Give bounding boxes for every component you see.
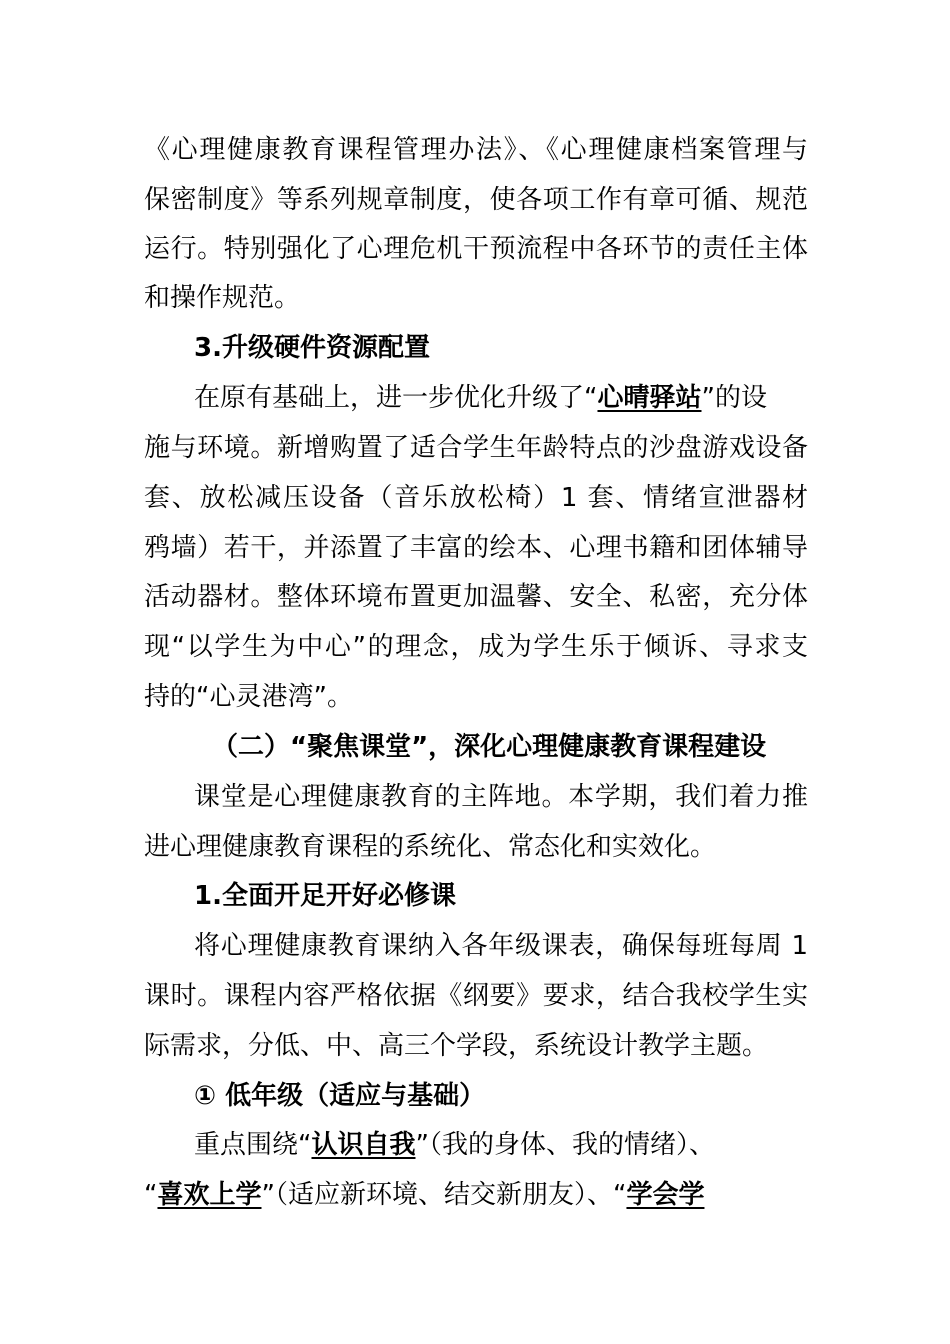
paragraph-line: 进心理健康教育课程的系统化、常态化和实效化。 <box>144 832 717 862</box>
paragraph-line: 和操作规范。 <box>144 283 301 313</box>
paragraph-line: 课时。课程内容严格依据《纲要》要求，结合我校学生实 <box>144 981 808 1011</box>
paragraph-line: 施与环境。新增购置了适合学生年龄特点的沙盘游戏设备 <box>144 433 808 463</box>
paragraph-line: 保密制度》等系列规章制度，使各项工作有章可循、规范 <box>144 185 808 215</box>
text-run: 重点围绕“ <box>194 1130 312 1160</box>
paragraph-line <box>194 383 808 413</box>
text-run: 在原有基础上，进一步优化升级了“ <box>194 383 598 413</box>
emphasis-text: 心晴驿站 <box>597 383 702 413</box>
section-heading: 1.全面开足开好必修课 <box>194 881 456 911</box>
paragraph-line: 课堂是心理健康教育的主阵地。本学期，我们着力推 <box>194 782 808 812</box>
paragraph-line: 鸦墙）若干，并添置了丰富的绘本、心理书籍和团体辅导 <box>144 533 808 563</box>
paragraph-line: 运行。特别强化了心理危机干预流程中各环节的责任主体 <box>144 234 808 264</box>
section-heading: ① 低年级（适应与基础） <box>194 1081 486 1111</box>
paragraph-line: 《心理健康教育课程管理办法》、《心理健康档案管理与 <box>144 135 808 165</box>
text-run: “ <box>144 1180 158 1210</box>
paragraph-line: 套、放松减压设备（音乐放松椅）1 套、情绪宣泄器材 <box>144 483 808 513</box>
section-heading: （二）“聚焦课堂”，深化心理健康教育课程建设 <box>212 732 767 762</box>
emphasis-text: 喜欢上学 <box>157 1180 262 1210</box>
paragraph-line <box>144 1180 808 1210</box>
emphasis-text: 学会学 <box>626 1180 705 1210</box>
section-heading: 3.升级硬件资源配置 <box>194 333 430 363</box>
paragraph-line: 活动器材。整体环境布置更加温馨、安全、私密，充分体 <box>144 582 808 612</box>
paragraph-line: 将心理健康教育课纳入各年级课表，确保每班每周 1 <box>194 931 808 961</box>
emphasis-text: 认识自我 <box>311 1130 416 1160</box>
text-run: ”（我的身体、我的情绪）、 <box>415 1130 715 1160</box>
text-run: ”（适应新环境、结交新朋友）、“ <box>261 1180 627 1210</box>
text-run: ”的设 <box>701 383 767 413</box>
paragraph-line: 际需求，分低、中、高三个学段，系统设计教学主题。 <box>144 1031 769 1061</box>
paragraph-line <box>194 1130 808 1160</box>
paragraph-line: 现“以学生为中心”的理念，成为学生乐于倾诉、寻求支 <box>144 632 808 662</box>
paragraph-line: 持的“心灵港湾”。 <box>144 682 353 712</box>
